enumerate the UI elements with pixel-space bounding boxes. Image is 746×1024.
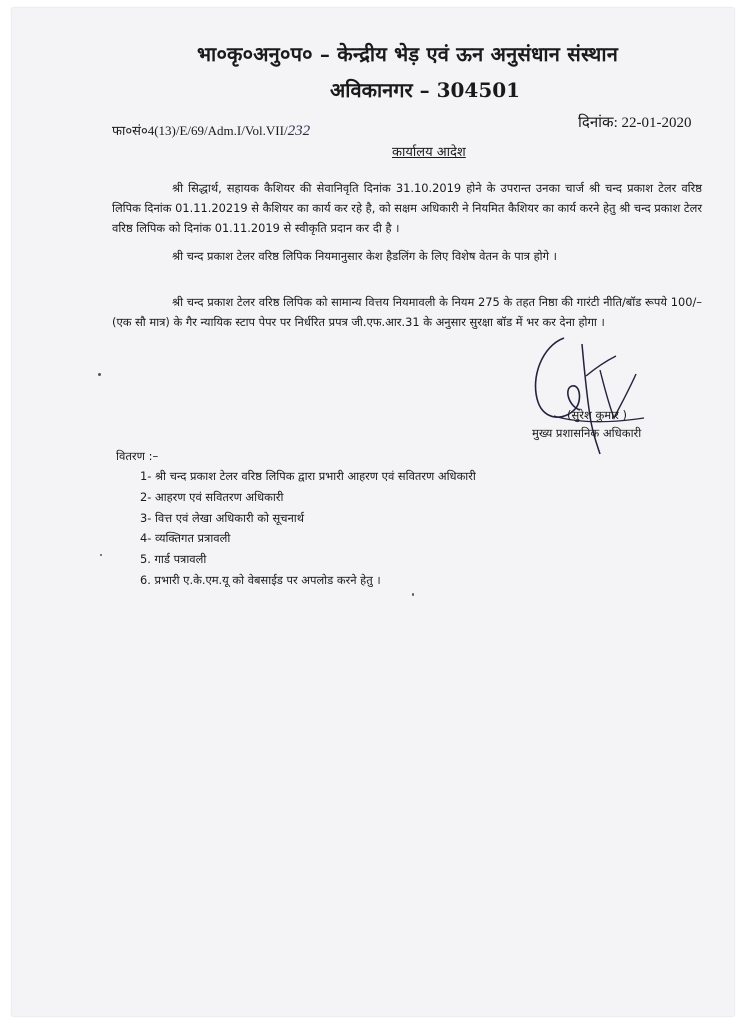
- reference-number: [112, 121, 310, 140]
- distribution-heading: वितरण :–: [116, 449, 159, 463]
- distribution-item: 4- व्यक्तिगत प्रत्रावली: [140, 531, 231, 546]
- paper-speck: [412, 593, 414, 596]
- order-date: दिनांक: 22-01-2020: [578, 115, 692, 131]
- institute-location: अविकानगर – 304501: [330, 78, 521, 102]
- reference-number-text: फा०सं०4(13)/E/69/Adm.I/Vol.VII/: [112, 123, 288, 138]
- distribution-list: [140, 466, 476, 591]
- paper-speck: [98, 373, 101, 376]
- signatory-designation: मुख्य प्रशासनिक अधिकारी: [532, 426, 642, 440]
- distribution-item: 1- श्री चन्द प्रकाश टेलर वरिष्ठ लिपिक द्वारा प्रभारी आहरण एवं सवितरण अधिकारी: [140, 469, 476, 483]
- reference-handwritten-suffix: 232: [287, 123, 311, 139]
- distribution-item: 2- आहरण एवं सवितरण अधिकारी: [140, 489, 284, 504]
- document-page: [12, 8, 734, 1016]
- paragraph-3: श्री चन्द प्रकाश टेलर वरिष्ठ लिपिक को सामान्य वित्तय नियमावली के नियम 275 के तहत निष्ठा की गारंटी नीति/बॉड रूपये 100/–(एक सौ मात्र) के गैर न्यायिक स्टाप पेपर पर निर्धरित प्रपत्र जी.एफ.आर.31 के अनुसार सुरक्षा बॉड में भर कर देना होगा ।: [112, 295, 702, 329]
- signatory-name: (सुरेश कुमार ): [567, 408, 627, 422]
- paragraph-2: श्री चन्द प्रकाश टेलर वरिष्ठ लिपिक नियमानुसार केश हैडलिंग के लिए विशेष वेतन के पात्र होगे ।: [172, 249, 557, 263]
- paper-speck: [100, 554, 102, 556]
- order-title: कार्यालय आदेश: [392, 145, 466, 160]
- paragraph-1: श्री सिद्धार्थ, सहायक कैशियर की सेवानिवृति दिनांक 31.10.2019 होने के उपरान्त उनका चार्ज श्री चन्द प्रकाश टेलर वरिष्ठ लिपिक दिनांक 01.11.20219 से कैशियर का कार्य कर रहे है, को सक्षम अधिकारी ने नियमित कैशियर का कार्य करने हेतु श्री चन्द प्रकाश टेलर वरिष्ठ लिपिक को दिनांक 01.11.2019 से स्वीकृति प्रदान कर दी है ।: [112, 181, 702, 235]
- institute-name: भा०कृ०अनु०प० – केन्द्रीय भेड़ एवं ऊन अनुसंधान संस्थान: [197, 42, 618, 66]
- handwritten-signature: [524, 326, 674, 466]
- distribution-item: 5. गार्ड पत्रावली: [140, 552, 207, 567]
- distribution-item: 3- वित्त एवं लेखा अधिकारी को सूचनार्थ: [140, 510, 305, 525]
- distribution-item: 6. प्रभारी ए.के.एम.यू को वेबसाईड पर अपलोड करने हेतु ।: [140, 572, 381, 587]
